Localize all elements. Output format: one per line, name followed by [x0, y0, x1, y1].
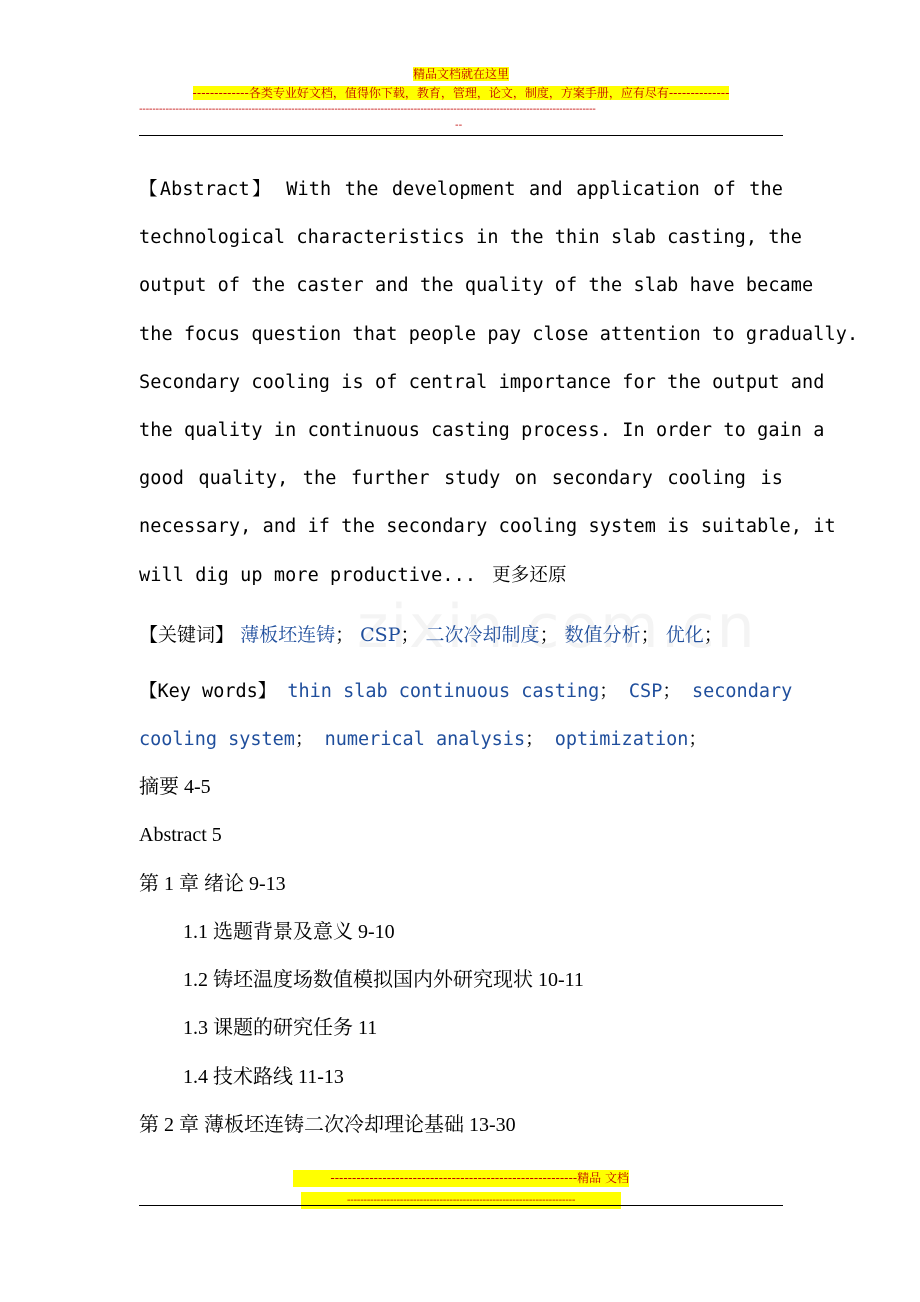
- keyword-link[interactable]: CSP: [628, 681, 663, 702]
- abstract-line: Secondary cooling is of central importance for the output and: [139, 371, 825, 393]
- keyword-separator: ；: [294, 729, 314, 751]
- abstract-line: technological characteristics in the thin slab casting, the: [139, 227, 803, 249]
- footer-title: ---------------------------------------------------------精品 文档: [293, 1170, 629, 1187]
- keyword-separator: ；: [703, 624, 723, 646]
- abstract-last-line: [139, 552, 783, 600]
- abstract-line: good quality, the further study on secondary cooling is: [139, 468, 783, 490]
- keywords-en: [139, 668, 793, 764]
- keyword-separator: ；: [539, 624, 559, 646]
- toc-subitem[interactable]: 1.3 课题的研究任务 11: [183, 1017, 378, 1040]
- keyword-link[interactable]: CSP: [360, 624, 401, 646]
- keywords-en-label: 【Key words】: [139, 681, 277, 702]
- toc-item[interactable]: Abstract 5: [139, 824, 222, 847]
- keyword-separator: ；: [599, 681, 618, 702]
- keyword-link[interactable]: optimization: [554, 729, 689, 751]
- keyword-link[interactable]: 薄板坯连铸: [240, 624, 336, 646]
- page-header: [139, 66, 783, 101]
- toc-subitem[interactable]: 1.1 选题背景及意义 9-10: [183, 920, 395, 943]
- keywords-en-line: [139, 668, 793, 716]
- keyword-link[interactable]: 优化: [665, 624, 704, 646]
- keyword-separator: ；: [662, 681, 681, 702]
- table-of-contents: [139, 763, 783, 1149]
- toc-subitem[interactable]: 1.2 铸坯温度场数值模拟国内外研究现状 10-11: [183, 969, 584, 992]
- abstract-line: the quality in continuous casting process. In order to gain a: [139, 420, 825, 442]
- more-link[interactable]: 更多还原: [492, 564, 567, 586]
- toc-item[interactable]: 第 2 章 薄板坯连铸二次冷却理论基础 13-30: [139, 1114, 516, 1137]
- keyword-link[interactable]: cooling system: [139, 729, 295, 751]
- abstract-line: necessary, and if the secondary cooling system is suitable, it: [139, 516, 836, 538]
- abstract-line: 【Abstract】 With the development and application of the: [139, 179, 783, 200]
- abstract-block: [139, 166, 859, 600]
- abstract-line: will dig up more productive...: [139, 564, 477, 586]
- keyword-link[interactable]: 数值分析: [564, 624, 641, 646]
- footer-divider: [139, 1205, 783, 1206]
- page-footer: [139, 1170, 783, 1214]
- footer-dash-line: ---------------------------------------------------------------------: [301, 1192, 621, 1209]
- header-title: 精品文档就在这里: [412, 67, 509, 81]
- abstract-line: output of the caster and the quality of the slab have became: [139, 275, 814, 297]
- abstract-line: the focus question that people pay close attention to gradually.: [139, 323, 859, 345]
- keyword-separator: ；: [335, 624, 355, 646]
- keyword-separator: ；: [525, 729, 544, 751]
- keyword-link[interactable]: secondary: [692, 681, 793, 702]
- keyword-separator: ；: [688, 729, 707, 751]
- keywords-en-line: [139, 716, 789, 764]
- keyword-separator: ；: [640, 624, 660, 646]
- header-dash-tail: --: [455, 120, 463, 131]
- keyword-separator: ；: [400, 624, 420, 646]
- toc-subitem[interactable]: 1.4 技术路线 11-13: [183, 1065, 344, 1088]
- header-slogan: -------------各类专业好文档，值得你下载，教育，管理，论文，制度，方案手册，应有尽有--------------: [192, 86, 730, 100]
- keyword-link[interactable]: 二次冷却制度: [425, 624, 540, 646]
- keywords-zh-label: 【关键词】: [139, 624, 235, 646]
- toc-item[interactable]: 第 1 章 绪论 9-13: [139, 872, 286, 895]
- toc-item[interactable]: 摘要 4-5: [139, 776, 211, 798]
- header-dash-line: ------------------------------------------------------------------------------------------------------------------------------------------: [139, 105, 596, 115]
- header-divider: [139, 135, 783, 136]
- keyword-link[interactable]: numerical analysis: [324, 729, 526, 751]
- keyword-link[interactable]: thin slab continuous casting: [287, 681, 600, 702]
- keywords-zh: [139, 620, 799, 650]
